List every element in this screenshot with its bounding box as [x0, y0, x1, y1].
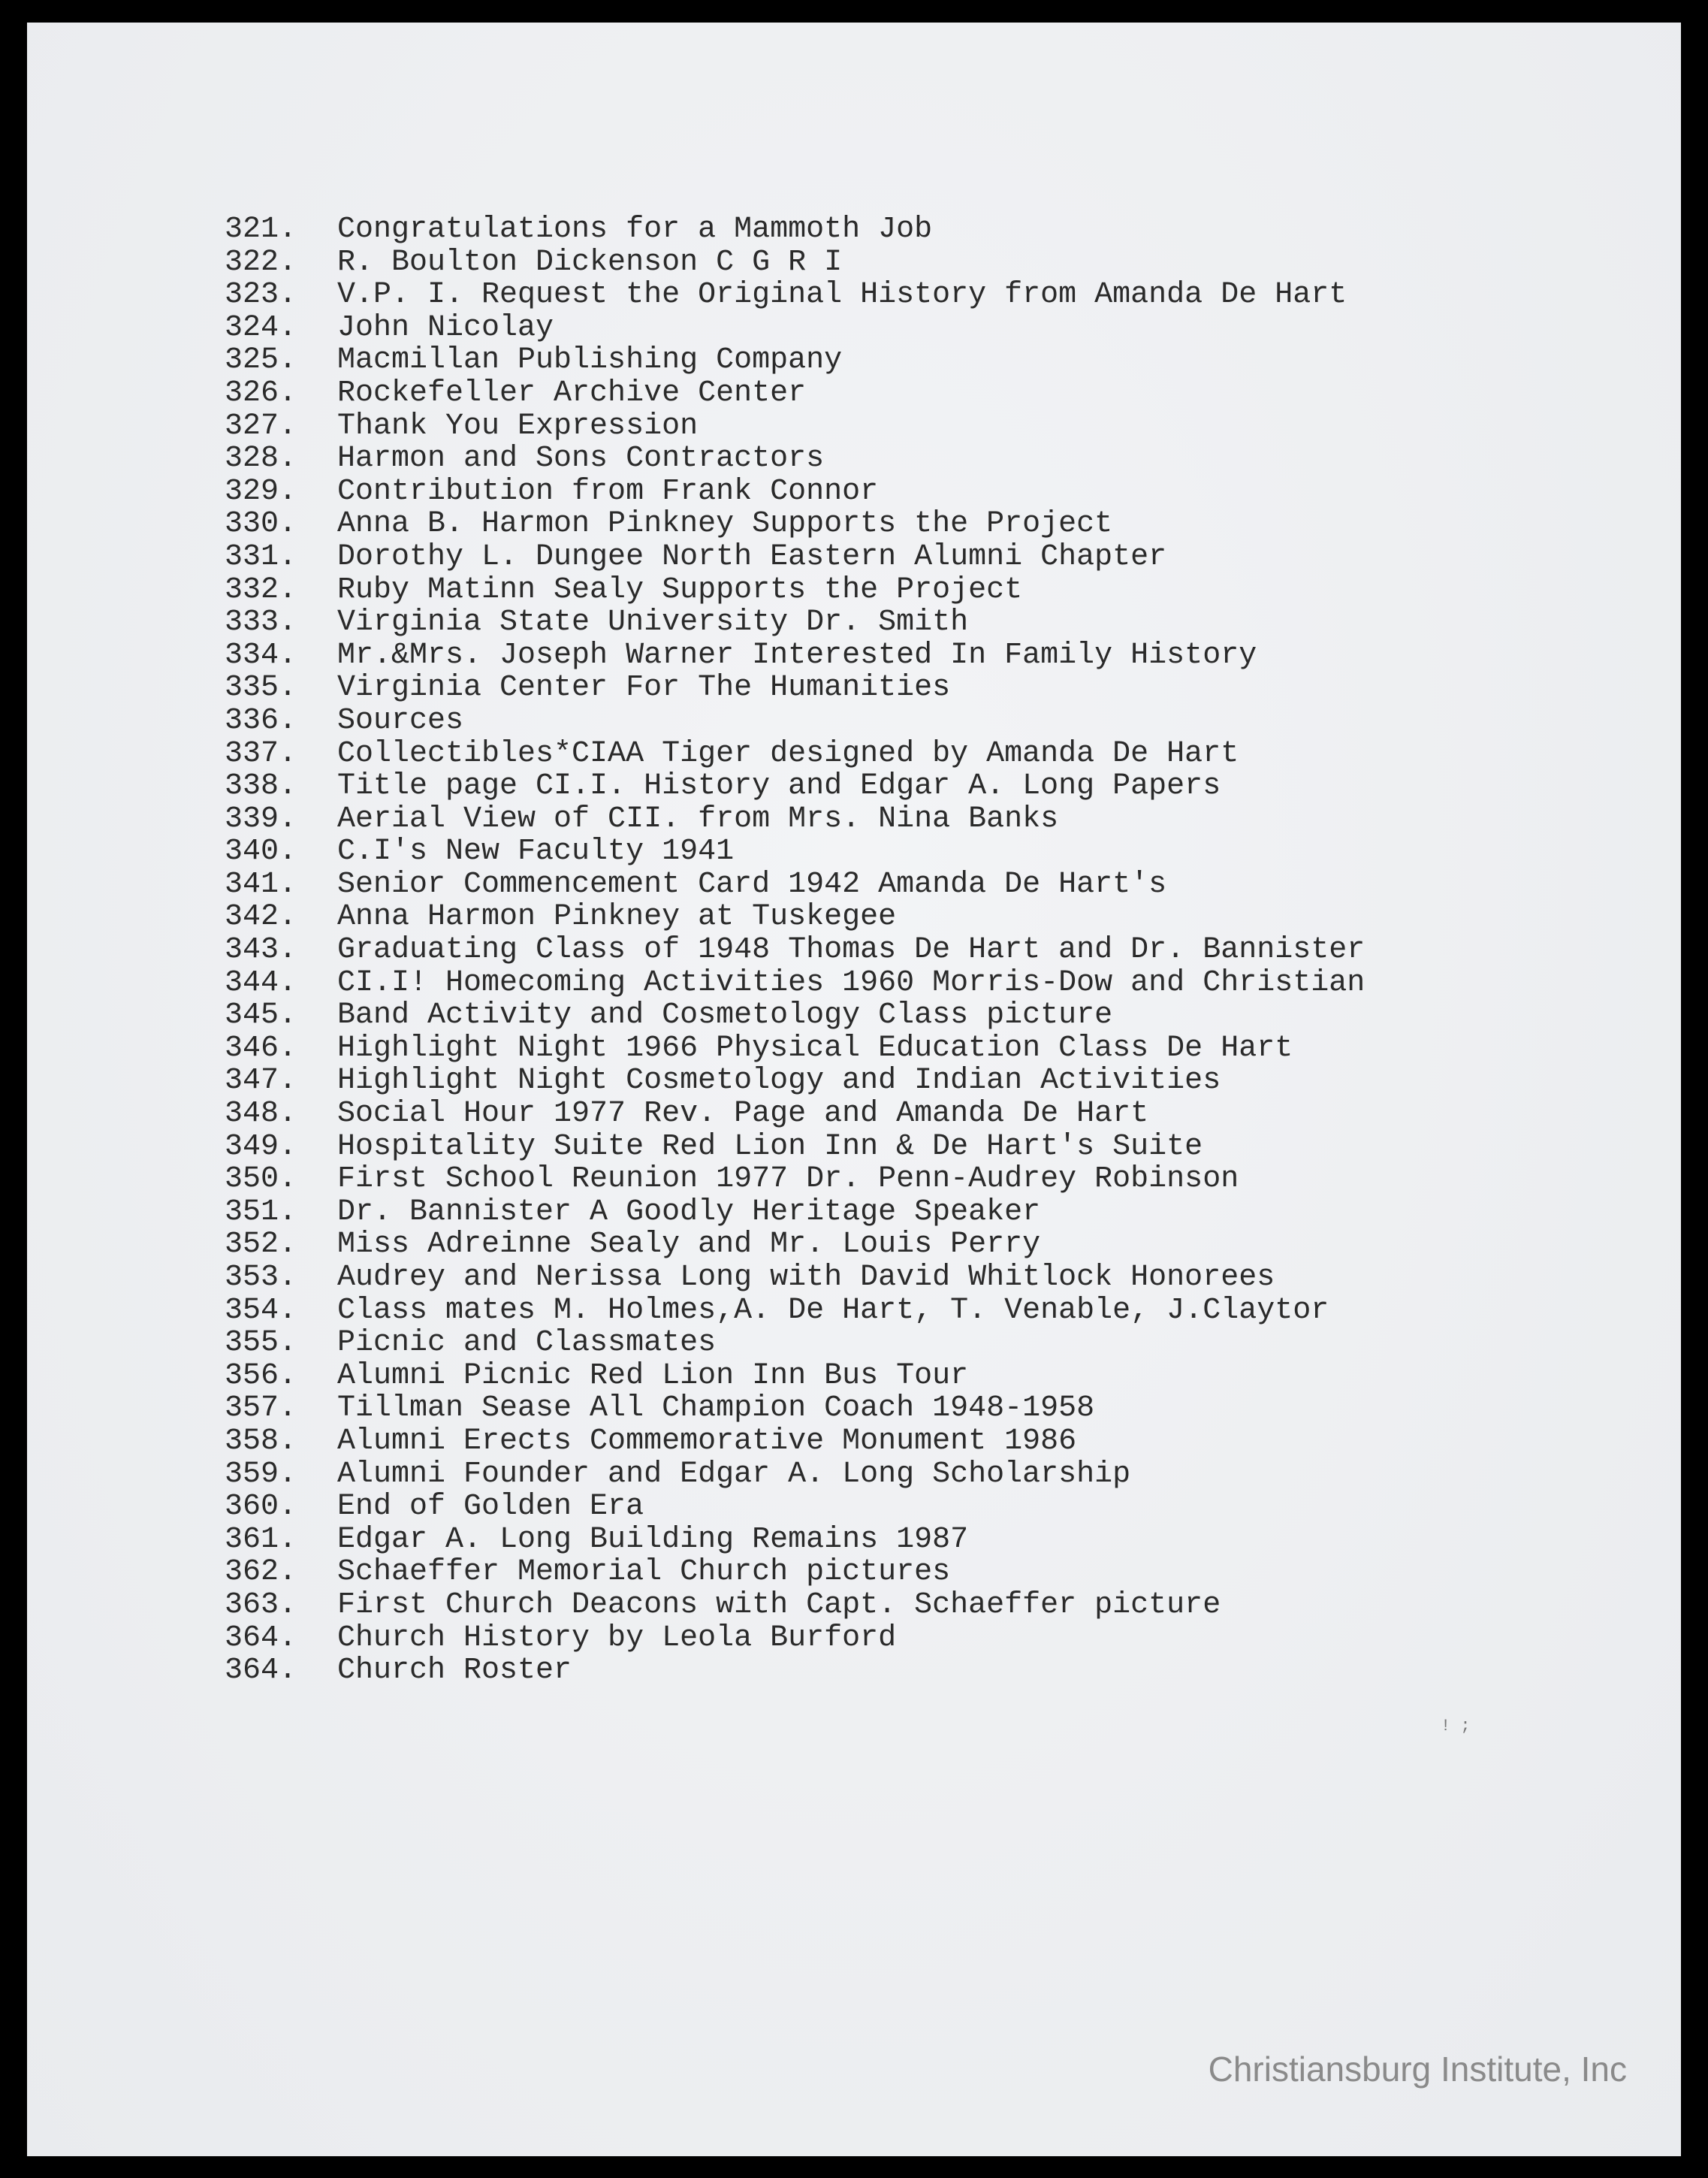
list-item [225, 1131, 1365, 1164]
entry-number: 337. [225, 736, 297, 771]
entry-text: Band Activity and Cosmetology Class picture [337, 998, 1113, 1033]
entry-number: 348. [225, 1097, 297, 1131]
entry-text: Collectibles*CIAA Tiger designed by Amanda De Hart [337, 736, 1239, 771]
list-item [225, 377, 1365, 410]
entry-number: 325. [225, 343, 297, 378]
list-item [225, 738, 1365, 771]
entry-number: 355. [225, 1326, 297, 1361]
entry-text: Rockefeller Archive Center [337, 376, 807, 410]
entry-text: End of Golden Era [337, 1490, 644, 1524]
list-item [225, 1261, 1365, 1294]
entry-number: 322. [225, 245, 297, 279]
entry-number: 361. [225, 1522, 297, 1557]
entry-text: Anna B. Harmon Pinkney Supports the Project [337, 507, 1113, 542]
list-item [225, 476, 1365, 509]
list-item [225, 1032, 1365, 1065]
entry-text: Tillman Sease All Champion Coach 1948-1958 [337, 1391, 1095, 1426]
entry-text: Hospitality Suite Red Lion Inn & De Hart's Suite [337, 1129, 1203, 1164]
list-item [225, 1458, 1365, 1491]
entry-number: 347. [225, 1064, 297, 1098]
entry-number: 364. [225, 1621, 297, 1655]
entry-number: 332. [225, 572, 297, 607]
list-item [225, 835, 1365, 868]
entry-text: C.I's New Faculty 1941 [337, 835, 735, 869]
entry-number: 346. [225, 1031, 297, 1065]
list-item [225, 999, 1365, 1032]
list-item [225, 1327, 1365, 1360]
entry-number: 362. [225, 1555, 297, 1590]
entry-number: 354. [225, 1293, 297, 1328]
list-item [225, 312, 1365, 345]
list-item [225, 1491, 1365, 1524]
list-item [225, 213, 1365, 246]
list-item [225, 410, 1365, 443]
list-item [225, 705, 1365, 738]
page-mark: ! ; [1441, 1717, 1471, 1735]
entry-text: Dr. Bannister A Goodly Heritage Speaker [337, 1195, 1041, 1229]
watermark: Christiansburg Institute, Inc [1208, 2050, 1627, 2089]
entry-text: Alumni Picnic Red Lion Inn Bus Tour [337, 1358, 969, 1393]
entry-text: Schaeffer Memorial Church pictures [337, 1555, 951, 1590]
entry-text: V.P. I. Request the Original History from Amanda De Hart [337, 278, 1347, 313]
entry-text: Picnic and Classmates [337, 1326, 717, 1361]
list-item [225, 1065, 1365, 1098]
entry-number: 345. [225, 998, 297, 1033]
entry-number: 324. [225, 310, 297, 345]
entry-number: 352. [225, 1228, 297, 1262]
entry-text: First Church Deacons with Capt. Schaeffer picture [337, 1587, 1221, 1622]
entry-text: First School Reunion 1977 Dr. Penn-Audrey Robinson [337, 1162, 1239, 1197]
list-item [225, 606, 1365, 639]
entry-text: Highlight Night Cosmetology and Indian Activities [337, 1064, 1221, 1098]
list-item [225, 443, 1365, 476]
list-item [225, 770, 1365, 803]
entry-text: Alumni Founder and Edgar A. Long Scholarship [337, 1457, 1131, 1491]
entry-text: Sources [337, 703, 464, 738]
entry-text: Macmillan Publishing Company [337, 343, 843, 378]
entry-number: 358. [225, 1424, 297, 1458]
entry-text: Anna Harmon Pinkney at Tuskegee [337, 900, 897, 935]
entry-number: 341. [225, 867, 297, 902]
list-item [225, 868, 1365, 902]
list-item [225, 1392, 1365, 1425]
entry-text: Harmon and Sons Contractors [337, 442, 825, 476]
entry-text: Contribution from Frank Connor [337, 474, 879, 509]
entry-text: Mr.&Mrs. Joseph Warner Interested In Family History [337, 638, 1257, 672]
entry-text: CI.I! Homecoming Activities 1960 Morris-Dow and Christian [337, 965, 1365, 1000]
list-item [225, 934, 1365, 967]
entry-number: 323. [225, 278, 297, 313]
entry-number: 351. [225, 1195, 297, 1229]
list-item [225, 1589, 1365, 1622]
document-page [27, 23, 1681, 2156]
list-item [225, 1524, 1365, 1557]
entry-text: Title page CI.I. History and Edgar A. Long Papers [337, 769, 1221, 804]
entry-number: 357. [225, 1391, 297, 1426]
entry-number: 356. [225, 1358, 297, 1393]
list-item [225, 279, 1365, 312]
entry-text: Church Roster [337, 1654, 572, 1688]
entry-text: John Nicolay [337, 310, 554, 345]
entry-number: 353. [225, 1261, 297, 1294]
entry-number: 340. [225, 835, 297, 869]
entry-number: 334. [225, 638, 297, 672]
entry-number: 344. [225, 965, 297, 1000]
list-item [225, 1196, 1365, 1229]
entry-text: Graduating Class of 1948 Thomas De Hart and Dr. Bannister [337, 933, 1365, 968]
list-item [225, 1228, 1365, 1261]
entry-number: 336. [225, 703, 297, 738]
entry-number: 364. [225, 1654, 297, 1688]
list-item [225, 672, 1365, 705]
list-item [225, 246, 1365, 279]
entry-number: 339. [225, 802, 297, 836]
entry-text: R. Boulton Dickenson C G R I [337, 245, 843, 279]
entry-text: Alumni Erects Commemorative Monument 1986 [337, 1424, 1077, 1458]
entry-text: Ruby Matinn Sealy Supports the Project [337, 572, 1023, 607]
list-item [225, 508, 1365, 541]
entry-text: Class mates M. Holmes,A. De Hart, T. Venable, J.Claytor [337, 1293, 1329, 1328]
entry-text: Congratulations for a Mammoth Job [337, 213, 933, 246]
entry-number: 359. [225, 1457, 297, 1491]
list-item [225, 574, 1365, 607]
entry-number: 331. [225, 539, 297, 574]
entry-text: Highlight Night 1966 Physical Education Class De Hart [337, 1031, 1293, 1065]
entry-number: 338. [225, 769, 297, 804]
list-item [225, 1425, 1365, 1458]
list-item [225, 901, 1365, 934]
list-item [225, 1294, 1365, 1328]
list-item [225, 344, 1365, 377]
entry-number: 335. [225, 671, 297, 705]
entry-number: 329. [225, 474, 297, 509]
entry-number: 349. [225, 1129, 297, 1164]
list-item [225, 1654, 1365, 1687]
list-item [225, 1163, 1365, 1196]
entry-text: Social Hour 1977 Rev. Page and Amanda De Hart [337, 1097, 1149, 1131]
list-item [225, 1622, 1365, 1655]
list-item [225, 1098, 1365, 1131]
entry-number: 321. [225, 213, 297, 246]
entry-number: 327. [225, 409, 297, 443]
entry-list [225, 213, 1365, 1687]
list-item [225, 1360, 1365, 1393]
entry-text: Virginia State University Dr. Smith [337, 606, 969, 640]
entry-number: 330. [225, 507, 297, 542]
list-item [225, 803, 1365, 836]
entry-text: Dorothy L. Dungee North Eastern Alumni Chapter [337, 539, 1167, 574]
list-item [225, 1556, 1365, 1589]
list-item [225, 639, 1365, 672]
entry-text: Edgar A. Long Building Remains 1987 [337, 1522, 969, 1557]
list-item [225, 967, 1365, 1000]
entry-number: 363. [225, 1587, 297, 1622]
entry-text: Miss Adreinne Sealy and Mr. Louis Perry [337, 1228, 1041, 1262]
entry-text: Thank You Expression [337, 409, 699, 443]
entry-number: 326. [225, 376, 297, 410]
entry-number: 360. [225, 1490, 297, 1524]
entry-text: Audrey and Nerissa Long with David Whitlock Honorees [337, 1261, 1275, 1294]
list-item [225, 541, 1365, 574]
entry-number: 350. [225, 1162, 297, 1197]
entry-number: 328. [225, 442, 297, 476]
entry-text: Aerial View of CII. from Mrs. Nina Banks [337, 802, 1059, 836]
entry-number: 343. [225, 933, 297, 968]
entry-text: Church History by Leola Burford [337, 1621, 897, 1655]
entry-text: Senior Commencement Card 1942 Amanda De Hart's [337, 867, 1167, 902]
entry-number: 333. [225, 606, 297, 640]
entry-number: 342. [225, 900, 297, 935]
entry-text: Virginia Center For The Humanities [337, 671, 951, 705]
